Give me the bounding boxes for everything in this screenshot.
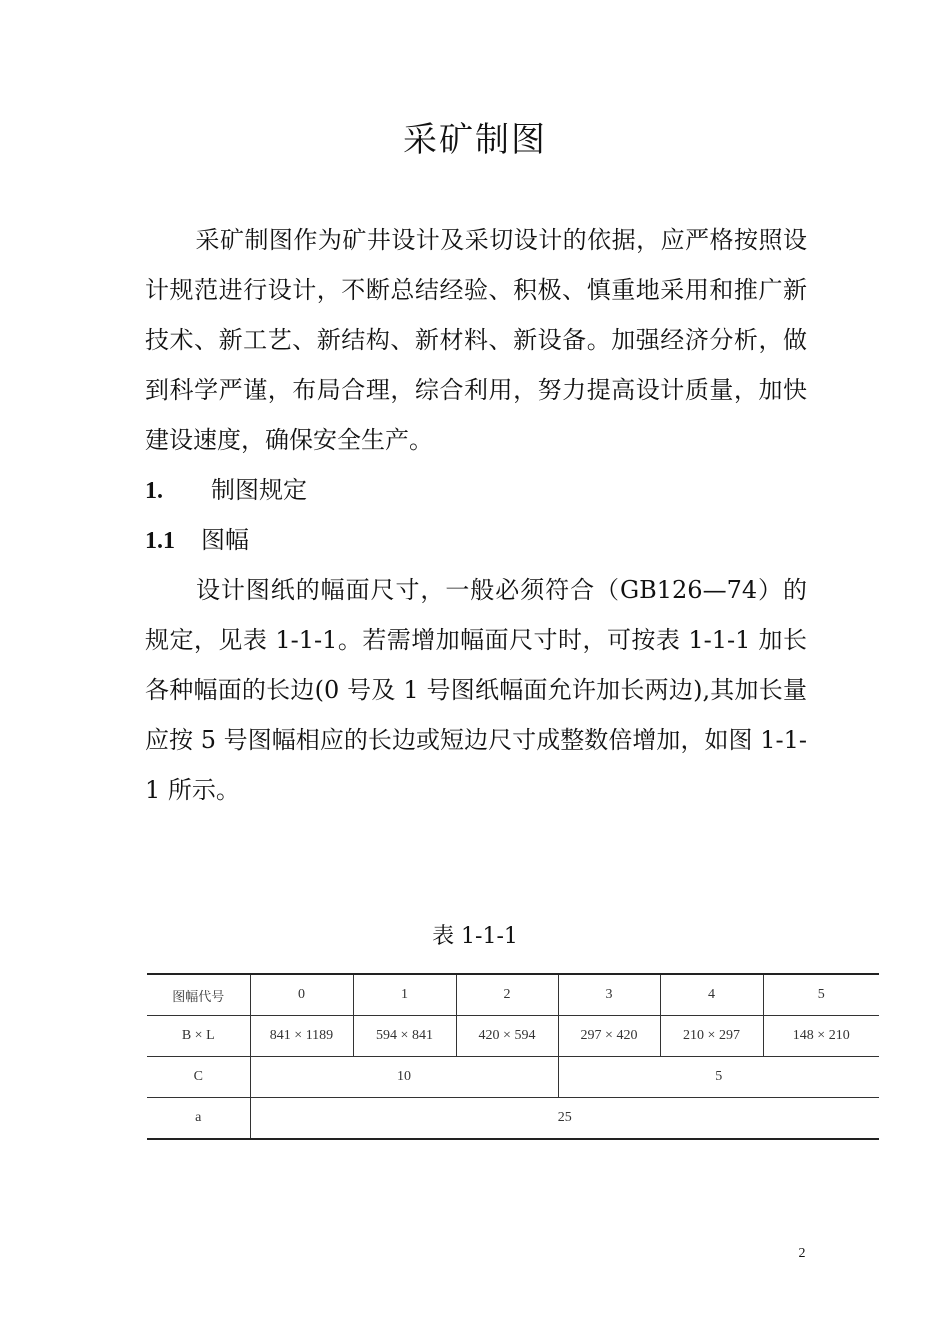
section-title: 图幅 [201,526,249,554]
table-cell: 4 [660,974,763,1016]
table-cell: 210 × 297 [660,1016,763,1057]
table-cell: 25 [250,1098,879,1140]
table-cell: 841 × 1189 [250,1016,353,1057]
table-cell: 148 × 210 [763,1016,879,1057]
table-cell: 5 [558,1057,879,1098]
table-cell: 10 [250,1057,558,1098]
table-cell: 0 [250,974,353,1016]
section-heading-1 [145,465,307,516]
table-row [147,974,879,1016]
table-row [147,1098,879,1140]
table-cell: 297 × 420 [558,1016,660,1057]
section-heading-1-1 [145,515,249,566]
row-label: B × L [147,1016,250,1057]
row-label: C [147,1057,250,1098]
page-number: 2 [798,1246,806,1261]
table-cell: 594 × 841 [353,1016,456,1057]
table-cell: 3 [558,974,660,1016]
intro-text: 采矿制图作为矿井设计及采切设计的依据，应严格按照设计规范进行设计，不断总结经验、积极、慎重地采用和推广新技术、新工艺、新结构、新材料、新设备。加强经济分析，做到科学严谨，布局合理，综合利用，努力提高设计质量，加快建设速度，确保安全生产。 [145,226,807,454]
intro-paragraph [145,215,807,465]
section-title: 制图规定 [211,476,307,504]
table-row [147,1057,879,1098]
body-paragraph [145,565,807,815]
section-number: 1.1 [145,528,175,554]
body-text: 设计图纸的幅面尺寸，一般必须符合（GB126—74）的规定，见表 1-1-1。若需增加幅面尺寸时，可按表 1-1-1 加长各种幅面的长边(0 号及 1 号图纸幅面允许加长两边),其加长量应按 5 号图幅相应的长边或短边尺寸成整数倍增加，如图 1-1-1 所示。 [145,576,807,804]
table-cell: 420 × 594 [456,1016,558,1057]
paper-size-table [147,973,879,1140]
table-caption: 表 1-1-1 [432,924,518,949]
table-cell: 1 [353,974,456,1016]
table-row [147,1016,879,1057]
row-label: 图幅代号 [147,974,250,1016]
table-cell: 2 [456,974,558,1016]
section-number: 1. [145,478,163,504]
row-label: a [147,1098,250,1140]
table-cell: 5 [763,974,879,1016]
page-title: 采矿制图 [403,120,547,160]
